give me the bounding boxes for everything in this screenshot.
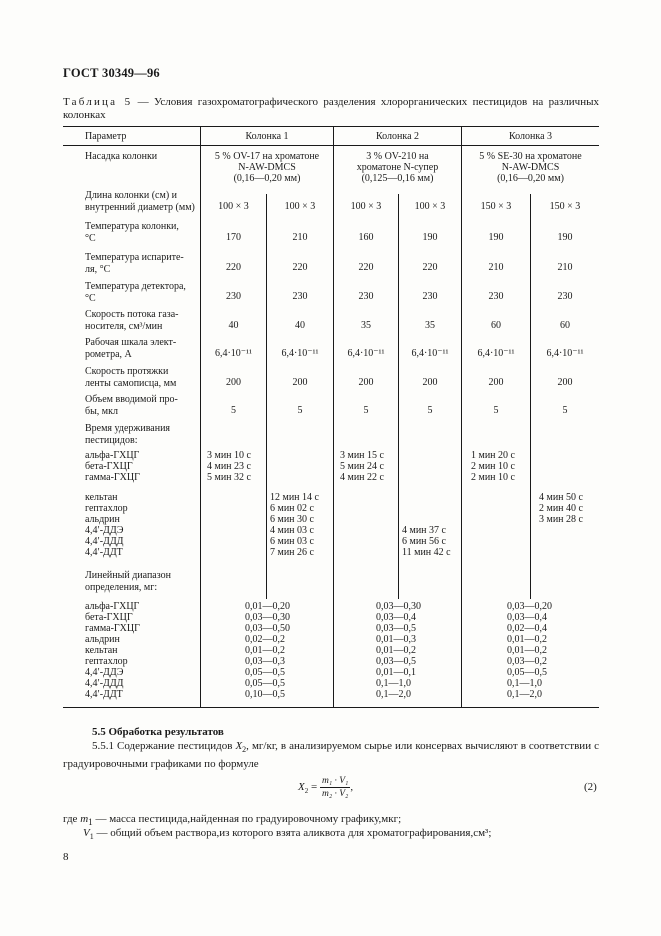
row-evaptemp-v6: 210 bbox=[557, 262, 573, 273]
table-subcol-line-2 bbox=[398, 194, 399, 599]
row-length-v2: 100 × 3 bbox=[284, 201, 316, 212]
table-caption-text: — Условия газохроматографического разделения хлорорганических пестицидов на различных колонках bbox=[63, 96, 599, 121]
row-coltemp-v3: 160 bbox=[358, 232, 374, 243]
row-evaptemp-v5: 210 bbox=[488, 262, 504, 273]
packing-c1-line2: N-AW-DMCS bbox=[238, 162, 296, 173]
row-volume-v1: 5 bbox=[231, 405, 236, 416]
row-coltemp-v6: 190 bbox=[557, 232, 573, 243]
standard-header: ГОСТ 30349—96 bbox=[63, 66, 160, 80]
table-head-rule bbox=[63, 145, 599, 146]
conditions-table bbox=[63, 126, 599, 708]
linear-col1: 0,01—0,20 0,03—0,30 0,03—0,50 0,02—0,2 0,01—0,2 0,03—0,3 0,05—0,5 0,05—0,5 0,10—0,5 bbox=[245, 601, 290, 700]
head-param: Параметр bbox=[85, 131, 127, 142]
table-vline-3 bbox=[461, 126, 462, 708]
formula: $X_2$ = $\frac{\text{m₁ · V₁}}{\text{m₂ · V₂}}$ , bbox=[298, 776, 354, 799]
retention-group2-col3: 4 мин 50 с 2 мин 40 с 3 мин 28 с bbox=[539, 492, 583, 525]
packing-c3-line1: 5 % SE-30 на хроматоне bbox=[479, 151, 582, 162]
row-flow-v5: 60 bbox=[491, 320, 501, 331]
retention-group1-names: альфа-ГХЦГ бета-ГХЦГ гамма-ГХЦГ bbox=[85, 450, 140, 483]
row-volume-v4: 5 bbox=[427, 405, 433, 416]
row-dettemp-v5: 230 bbox=[488, 291, 504, 302]
row-chart-v5: 200 bbox=[488, 377, 504, 388]
formula-numerator: m₁ · V₁ bbox=[321, 776, 349, 786]
row-length-v6: 150 × 3 bbox=[549, 201, 581, 212]
row-scale-v3: 6,4·10⁻¹¹ bbox=[347, 348, 385, 359]
row-volume-v5: 5 bbox=[493, 405, 499, 416]
row-flow-v1: 40 bbox=[228, 320, 239, 331]
row-volume-v2: 5 bbox=[297, 405, 303, 416]
formula-number: (2) bbox=[584, 781, 597, 793]
packing-c2-line2: хроматоне N-супер bbox=[356, 162, 439, 173]
row-dettemp-v6: 230 bbox=[557, 291, 573, 302]
row-scale-v4: 6,4·10⁻¹¹ bbox=[411, 348, 449, 359]
row-scale-label: Рабочая шкала элект- рометра, А bbox=[85, 337, 177, 360]
table-bottom-rule bbox=[63, 707, 599, 708]
head-col1: Колонка 1 bbox=[245, 131, 289, 142]
formula-fraction bbox=[320, 776, 350, 799]
row-flow-label: Скорость потока газа- носителя, см³/мин bbox=[85, 309, 179, 332]
row-coltemp-v1: 170 bbox=[226, 232, 241, 243]
retention-group1-col2: 3 мин 15 с 5 мин 24 с 4 мин 22 с bbox=[340, 450, 384, 483]
row-evaptemp-v1: 220 bbox=[226, 262, 241, 273]
where-line-2: $V_1$ — общий объем раствора,из которого взята аликвота для хроматографирования,см³; bbox=[83, 827, 492, 842]
row-scale-v5: 6,4·10⁻¹¹ bbox=[477, 348, 515, 359]
packing-c3-line3: (0,16—0,20 мм) bbox=[497, 173, 564, 184]
row-chart-v4: 200 bbox=[422, 377, 438, 388]
row-dettemp-v4: 230 bbox=[422, 291, 438, 302]
row-coltemp-v5: 190 bbox=[488, 232, 504, 243]
table-subcol-line-1 bbox=[266, 194, 267, 599]
table-vline-1 bbox=[200, 126, 201, 708]
row-evaptemp-v4: 220 bbox=[422, 262, 438, 273]
row-length-v3: 100 × 3 bbox=[350, 201, 382, 212]
packing-c3-line2: N-AW-DMCS bbox=[501, 162, 560, 173]
row-scale-v6: 6,4·10⁻¹¹ bbox=[546, 348, 584, 359]
row-dettemp-v1: 230 bbox=[226, 291, 241, 302]
row-chart-v3: 200 bbox=[358, 377, 374, 388]
row-length-label: Длина колонки (см) и внутренний диаметр (мм) bbox=[85, 190, 195, 213]
retention-group1-col3: 1 мин 20 с 2 мин 10 с 2 мин 10 с bbox=[471, 450, 515, 483]
table-subcol-line-3 bbox=[530, 194, 531, 599]
row-flow-v2: 40 bbox=[295, 320, 305, 331]
row-flow-v6: 60 bbox=[560, 320, 570, 331]
packing-label: Насадка колонки bbox=[85, 151, 158, 162]
head-col3: Колонка 3 bbox=[508, 131, 553, 142]
row-length-v5: 150 × 3 bbox=[480, 201, 512, 212]
linear-names: альфа-ГХЦГ бета-ГХЦГ гамма-ГХЦГ альдрин кельтан гептахлор 4,4′-ДДЭ 4,4′-ДДД 4,4′-ДДТ bbox=[85, 601, 140, 700]
linear-col2: 0,03—0,30 0,03—0,4 0,03—0,5 0,01—0,3 0,01—0,2 0,03—0,5 0,01—0,1 0,1—1,0 0,1—2,0 bbox=[376, 601, 421, 700]
row-scale-v2: 6,4·10⁻¹¹ bbox=[281, 348, 319, 359]
row-chart-v2: 200 bbox=[292, 377, 308, 388]
linear-col3: 0,03—0,20 0,03—0,4 0,02—0,4 0,01—0,2 0,01—0,2 0,03—0,2 0,05—0,5 0,1—1,0 0,1—2,0 bbox=[507, 601, 552, 700]
retention-group2-col2: 4 мин 37 с 6 мин 56 с 11 мин 42 с bbox=[402, 525, 451, 558]
retention-group2-names: кельтан гептахлор альдрин 4,4′-ДДЭ 4,4′-ДДД 4,4′-ДДТ bbox=[85, 492, 128, 558]
retention-label: Время удерживания пестицидов: bbox=[85, 423, 171, 446]
row-coltemp-v2: 210 bbox=[292, 232, 308, 243]
page-number: 8 bbox=[63, 851, 69, 863]
linear-label: Линейный диапазон определения, мг: bbox=[85, 570, 171, 593]
row-dettemp-v2: 230 bbox=[292, 291, 308, 302]
table-caption bbox=[63, 96, 599, 122]
row-chart-v1: 200 bbox=[226, 377, 241, 388]
row-evaptemp-label: Температура испарите- ля, °С bbox=[85, 252, 184, 275]
row-chart-v6: 200 bbox=[557, 377, 573, 388]
section-paragraph: 5.5.1 Содержание пестицидов $X_2$, мг/кг, в анализируемом сырье или консервах вычисляют в соответствии с градуировочными графиками по формуле bbox=[63, 740, 600, 771]
table-vline-2 bbox=[333, 126, 334, 708]
retention-group1-col1: 3 мин 10 с 4 мин 23 с 5 мин 32 с bbox=[207, 450, 251, 483]
row-length-v4: 100 × 3 bbox=[414, 201, 446, 212]
head-col2: Колонка 2 bbox=[375, 131, 420, 142]
packing-c2-line1: 3 % OV-210 на bbox=[366, 151, 429, 162]
table-top-rule bbox=[63, 126, 599, 127]
row-length-v1: 100 × 3 bbox=[218, 201, 249, 212]
row-volume-label: Объем вводимой про- бы, мкл bbox=[85, 394, 178, 417]
where-line-1: где $m_1$ — масса пестицида,найденная по градуировочному графику,мкг; bbox=[63, 813, 402, 828]
row-coltemp-label: Температура колонки, °С bbox=[85, 221, 179, 244]
packing-c2-line3: (0,125—0,16 мм) bbox=[361, 173, 434, 184]
row-volume-v3: 5 bbox=[363, 405, 369, 416]
row-coltemp-v4: 190 bbox=[422, 232, 438, 243]
row-chart-label: Скорость протяжки ленты самописца, мм bbox=[85, 366, 177, 389]
row-flow-v4: 35 bbox=[425, 320, 435, 331]
row-scale-v1: 6,4·10⁻¹¹ bbox=[214, 348, 253, 359]
formula-denominator: m₂ · V₂ bbox=[321, 789, 349, 799]
row-evaptemp-v2: 220 bbox=[292, 262, 308, 273]
section-title: 5.5 Обработка результатов bbox=[92, 726, 224, 738]
row-evaptemp-v3: 220 bbox=[358, 262, 374, 273]
table-caption-label: Таблица 5 bbox=[63, 96, 133, 108]
packing-c1-line1: 5 % OV-17 на хроматоне bbox=[214, 151, 320, 162]
retention-group2-col1: 12 мин 14 с 6 мин 02 с 6 мин 30 с 4 мин 03 с 6 мин 03 с 7 мин 26 с bbox=[270, 492, 319, 558]
row-dettemp-label: Температура детектора, °С bbox=[85, 281, 186, 304]
packing-c1-line3: (0,16—0,20 мм) bbox=[233, 173, 301, 184]
row-flow-v3: 35 bbox=[361, 320, 371, 331]
row-dettemp-v3: 230 bbox=[358, 291, 374, 302]
row-volume-v6: 5 bbox=[562, 405, 568, 416]
